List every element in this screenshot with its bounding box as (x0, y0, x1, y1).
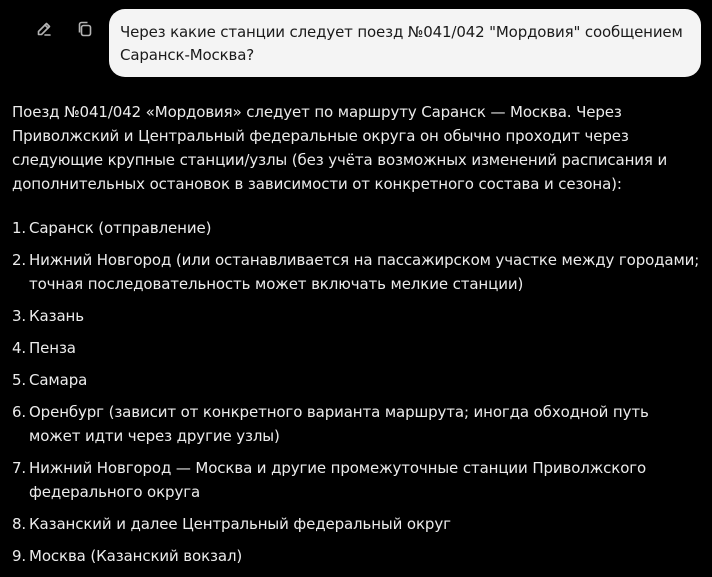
list-item (12, 456, 704, 504)
user-message-bubble: Через какие станции следует поезд №041/042 "Мордовия" сообщением Саранск-Москва? (109, 9, 701, 77)
list-item-text: Нижний Новгород — Москва и другие промежуточные станции Приволжского федерального округа (29, 459, 647, 501)
list-item-number: 4. (12, 339, 27, 357)
list-item-number: 2. (12, 251, 27, 269)
list-item-number: 1. (12, 219, 27, 237)
list-item-number: 8. (12, 515, 27, 533)
list-item-number: 9. (12, 547, 27, 565)
list-item-text: Саранск (отправление) (29, 219, 212, 237)
copy-icon[interactable] (75, 19, 95, 39)
list-item-number: 3. (12, 307, 27, 325)
list-item (12, 248, 704, 296)
list-item (12, 304, 704, 328)
list-item-text: Казань (29, 307, 84, 325)
list-item (12, 368, 704, 392)
list-item (12, 336, 704, 360)
list-item (12, 544, 704, 568)
assistant-message (12, 100, 704, 576)
list-item-number: 5. (12, 371, 27, 389)
list-item-text: Казанский и далее Центральный федеральный округ (29, 515, 451, 533)
list-item (12, 216, 704, 240)
user-message-row (0, 9, 712, 77)
list-item-text: Пенза (29, 339, 76, 357)
list-item-text: Москва (Казанский вокзал) (29, 547, 243, 565)
pencil-icon[interactable] (34, 19, 54, 39)
list-item-text: Нижний Новгород (или останавливается на пассажирском участке между городами; точная последовательность может включать мелкие станции) (29, 251, 700, 293)
list-item-number: 7. (12, 459, 27, 477)
list-item (12, 400, 704, 448)
list-item (12, 512, 704, 536)
assistant-intro: Поезд №041/042 «Мордовия» следует по маршруту Саранск — Москва. Через Приволжский и Центральный федеральные округа он обычно проходит через следующие крупные станции/узлы (без учёта возможных изменений расписания и дополнительных остановок в зависимости от конкретного состава и сезона): (12, 103, 668, 193)
list-item-text: Самара (29, 371, 88, 389)
list-item-text: Оренбург (зависит от конкретного варианта маршрута; иногда обходной путь может идти через другие узлы) (29, 403, 649, 445)
list-item-number: 6. (12, 403, 27, 421)
station-list (12, 216, 704, 568)
